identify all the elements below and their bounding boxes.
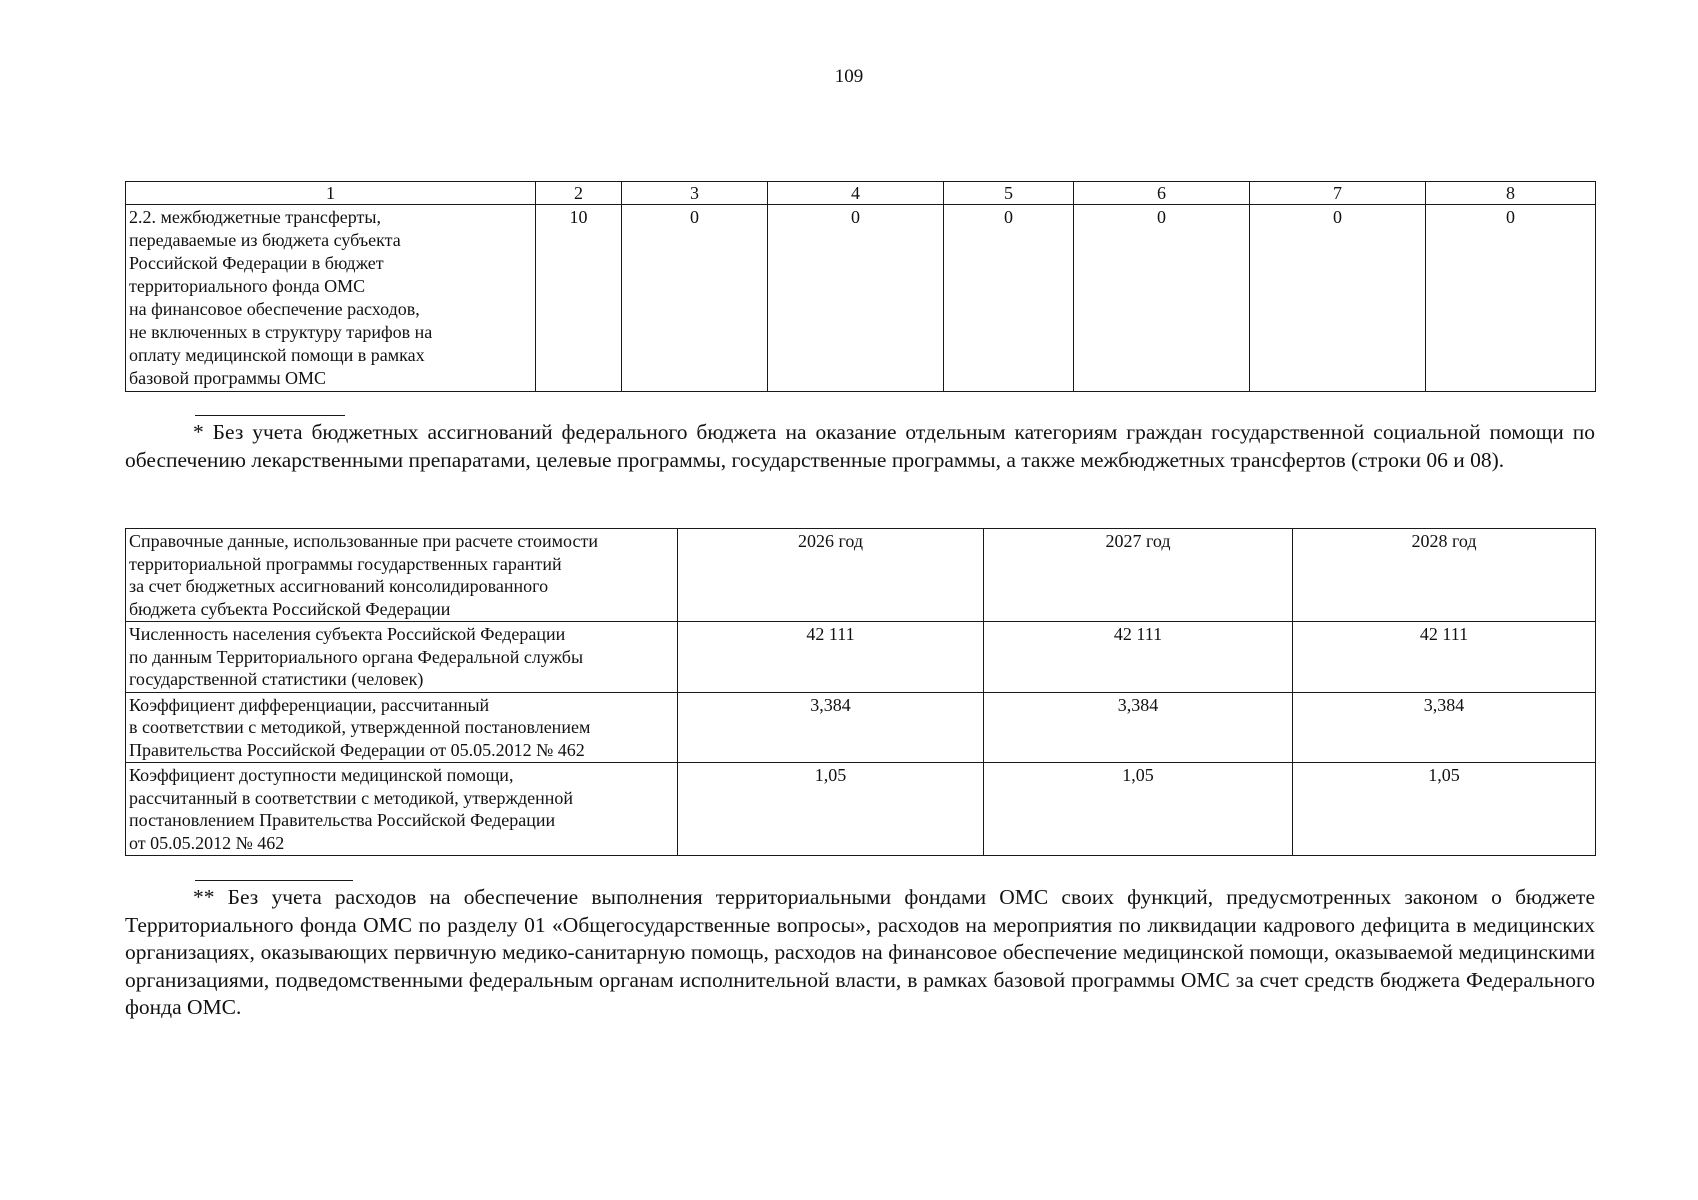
cell-value: 3,384 bbox=[984, 692, 1293, 763]
cell-value: 1,05 bbox=[984, 763, 1293, 856]
footnote-2: ** Без учета расходов на обеспечение выполнения территориальными фондами ОМС своих функций, предусмотренных законом о бюджете Территориального фонда ОМС по разделу 01 «Общегосударственные вопросы», расходов на мероприятия по ликвидации кадрового дефицита в медицинских организациях, оказывающих первичную медико-санитарную помощь, расходов на финансовое обеспечение медицинской помощи, оказываемой медицинскими организациями, подведомственными федеральным органам исполнительной власти, в рамках базовой программы ОМС за счет средств бюджета Федерального фонда ОМС. bbox=[125, 885, 1595, 1019]
transfers-table bbox=[125, 181, 1596, 392]
row-label: Коэффициент дифференциации, рассчитанный в соответствии с методикой, утвержденной постановлением Правительства Российской Федерации от 05.05.2012 № 462 bbox=[126, 692, 678, 763]
cell-value: 0 bbox=[1250, 205, 1426, 392]
table-row bbox=[126, 763, 1596, 856]
cell-value: 3,384 bbox=[678, 692, 984, 763]
cell-value: 42 111 bbox=[984, 622, 1293, 693]
row-label: 2.2. межбюджетные трансферты, передаваемые из бюджета субъекта Российской Федерации в бюджет территориального фонда ОМС на финансовое обеспечение расходов, не включенных в структуру тарифов на оплату медицинской помощи в рамках базовой программы ОМС bbox=[126, 205, 536, 392]
cell-value: 0 bbox=[1074, 205, 1250, 392]
year-header: 2026 год bbox=[678, 529, 984, 622]
cell-value: 1,05 bbox=[1293, 763, 1596, 856]
footnote-rule bbox=[195, 880, 353, 881]
cell-value: 0 bbox=[944, 205, 1074, 392]
cell-value: 0 bbox=[622, 205, 768, 392]
reference-data-table bbox=[125, 528, 1596, 856]
cell-value: 42 111 bbox=[678, 622, 984, 693]
cell-value: 1,05 bbox=[678, 763, 984, 856]
column-number: 3 bbox=[622, 182, 768, 205]
table-row bbox=[126, 205, 1596, 392]
column-number: 8 bbox=[1426, 182, 1596, 205]
year-header: 2027 год bbox=[984, 529, 1293, 622]
cell-value: 0 bbox=[1426, 205, 1596, 392]
page-number: 109 bbox=[834, 66, 864, 87]
cell-value: 10 bbox=[536, 205, 622, 392]
cell-value: 42 111 bbox=[1293, 622, 1596, 693]
footnote-rule bbox=[195, 415, 345, 416]
table-row bbox=[126, 692, 1596, 763]
cell-value: 3,384 bbox=[1293, 692, 1596, 763]
header-label: Справочные данные, использованные при расчете стоимости территориальной программы государственных гарантий за счет бюджетных ассигнований консолидированного бюджета субъекта Российской Федерации bbox=[126, 529, 678, 622]
table-row bbox=[126, 622, 1596, 693]
footnote-1: * Без учета бюджетных ассигнований федерального бюджета на оказание отдельным категориям граждан государственной социальной помощи по обеспечению лекарственными препаратами, целевые программы, государственные программы, а также межбюджетных трансфертов (строки 06 и 08). bbox=[125, 420, 1595, 472]
cell-value: 0 bbox=[768, 205, 944, 392]
column-number: 1 bbox=[126, 182, 536, 205]
table-header-row bbox=[126, 529, 1596, 622]
column-number: 4 bbox=[768, 182, 944, 205]
column-number: 5 bbox=[944, 182, 1074, 205]
column-number: 7 bbox=[1250, 182, 1426, 205]
row-label: Численность населения субъекта Российской Федерации по данным Территориального органа Федеральной службы государственной статистики (человек) bbox=[126, 622, 678, 693]
column-number: 6 bbox=[1074, 182, 1250, 205]
year-header: 2028 год bbox=[1293, 529, 1596, 622]
table-header-row bbox=[126, 182, 1596, 205]
column-number: 2 bbox=[536, 182, 622, 205]
row-label: Коэффициент доступности медицинской помощи, рассчитанный в соответствии с методикой, утвержденной постановлением Правительства Российской Федерации от 05.05.2012 № 462 bbox=[126, 763, 678, 856]
